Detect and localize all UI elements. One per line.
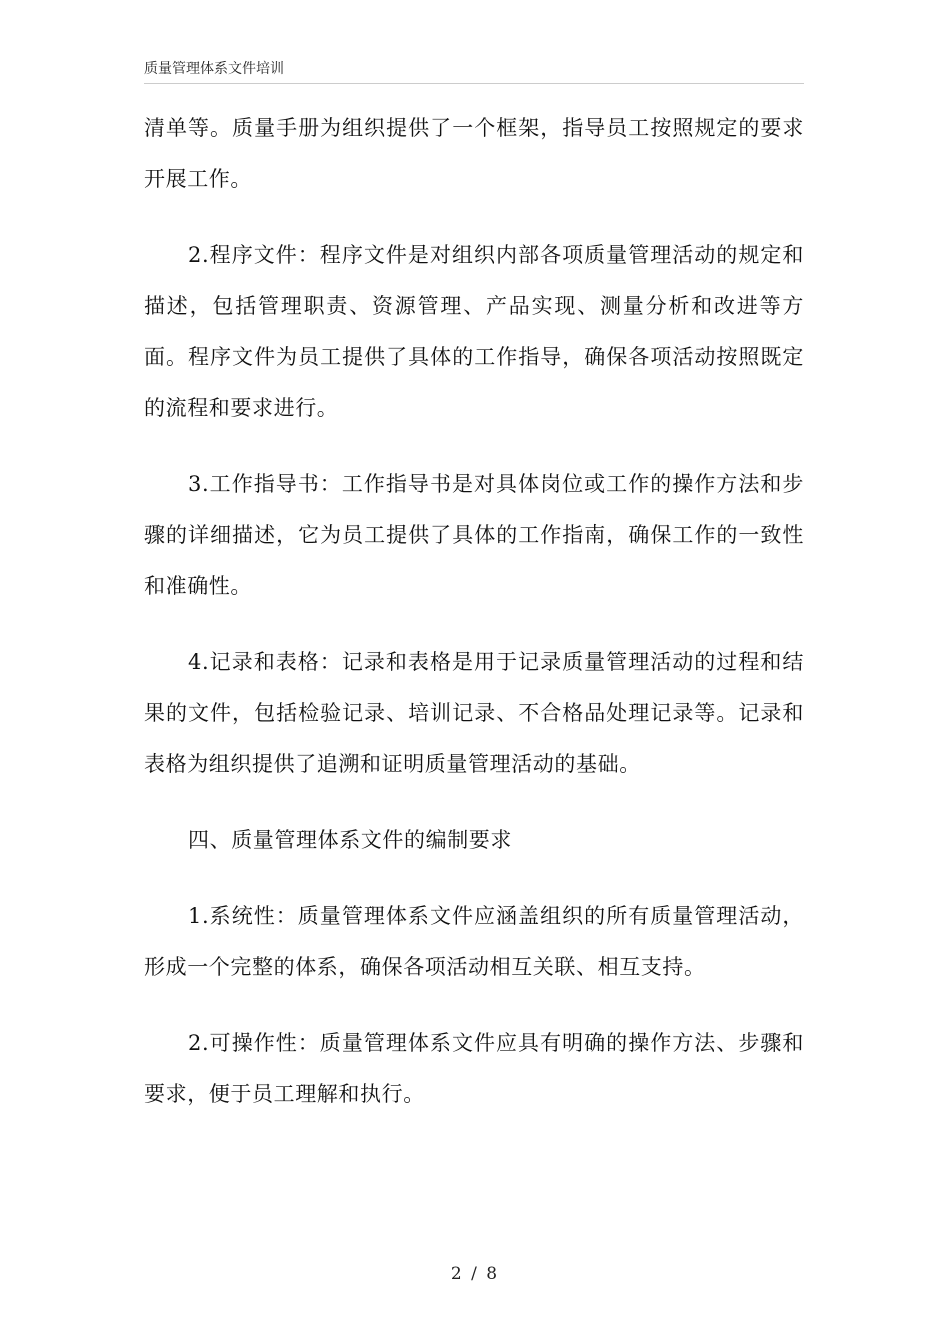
paragraph-systematic: 1.系统性：质量管理体系文件应涵盖组织的所有质量管理活动，形成一个完整的体系，确保各项活动相互关联、相互支持。 [144, 904, 804, 979]
paragraph-operability: 2.可操作性：质量管理体系文件应具有明确的操作方法、步骤和要求，便于员工理解和执行。 [144, 1031, 804, 1106]
paragraph-continuation: 清单等。质量手册为组织提供了一个框架，指导员工按照规定的要求开展工作。 [144, 116, 804, 191]
section-heading: 四、质量管理体系文件的编制要求 [188, 828, 512, 852]
paragraph-records-and-forms: 4.记录和表格：记录和表格是用于记录质量管理活动的过程和结果的文件，包括检验记录、培训记录、不合格品处理记录等。记录和表格为组织提供了追溯和证明质量管理活动的基础。 [144, 650, 804, 776]
paragraph-procedure-documents: 2.程序文件：程序文件是对组织内部各项质量管理活动的规定和描述，包括管理职责、资源管理、产品实现、测量分析和改进等方面。程序文件为员工提供了具体的工作指导，确保各项活动按照既定的流程和要求进行。 [144, 243, 804, 420]
paragraph-work-instructions: 3.工作指导书：工作指导书是对具体岗位或工作的操作方法和步骤的详细描述，它为员工提供了具体的工作指南，确保工作的一致性和准确性。 [144, 472, 804, 598]
page-number: 2 / 8 [450, 1264, 500, 1284]
running-header: 质量管理体系文件培训 [144, 61, 284, 77]
header-divider [144, 83, 804, 84]
document-body [144, 103, 804, 1145]
